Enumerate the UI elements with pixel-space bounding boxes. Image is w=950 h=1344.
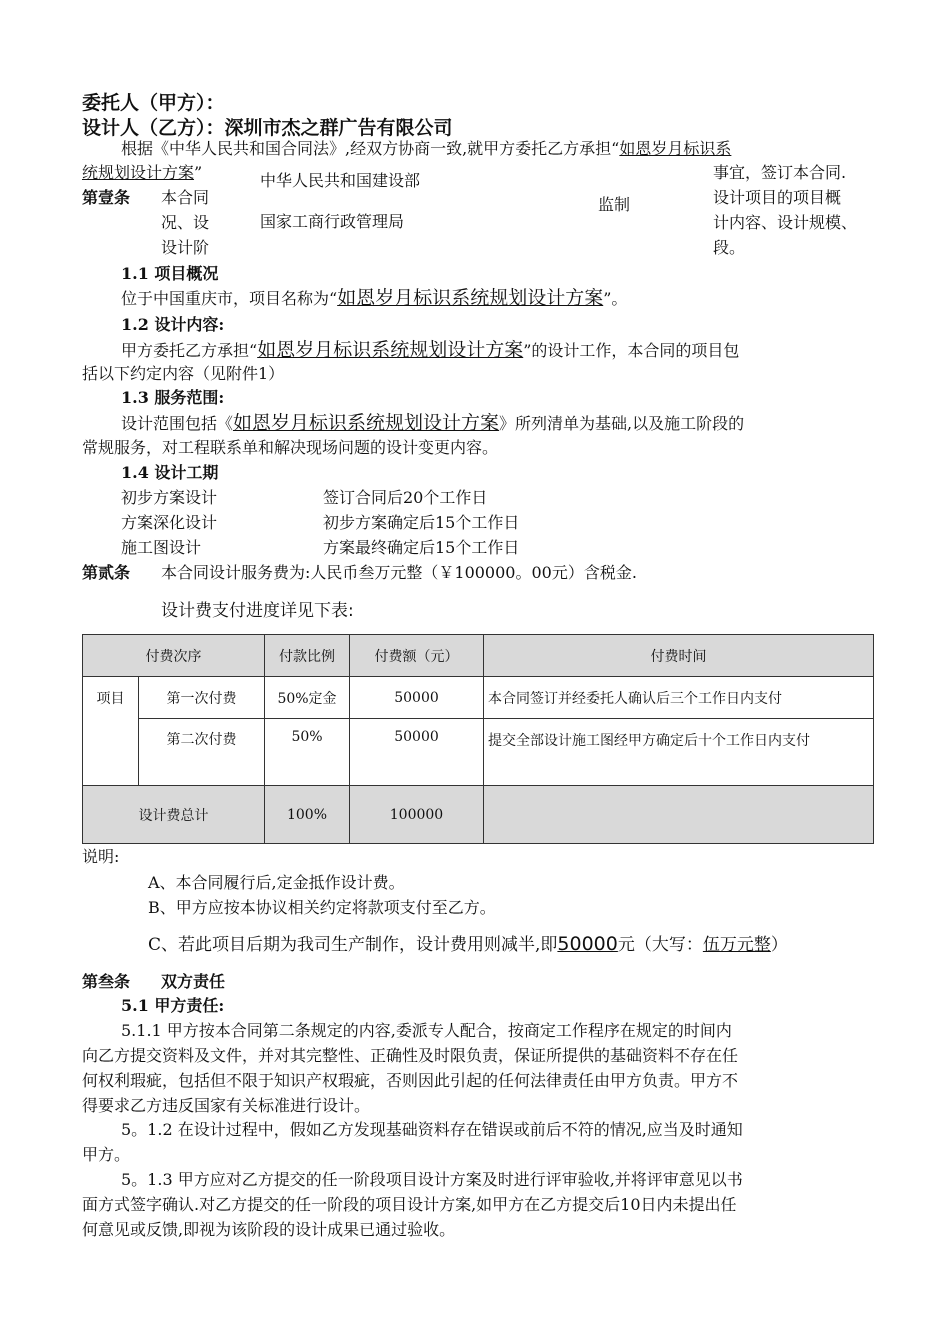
text: 元（大写： (617, 935, 703, 955)
reduced-fee: 50000 (557, 933, 618, 955)
table-total-row (83, 786, 874, 844)
note-a: A、本合同履行后,定金抵作设计费。 (148, 873, 405, 892)
section-1-2-line-1 (121, 338, 739, 363)
intro-right-2: 设计项目的项目概 (713, 188, 842, 207)
table-row (83, 677, 874, 719)
intro-right-1: 事宜，签订本合同. (713, 163, 847, 182)
table-caption: 设计费支付进度详见下表: (161, 601, 354, 621)
intro-line-1 (121, 137, 731, 161)
row-time: 本合同签订并经委托人确认后三个工作日内支付 (484, 677, 874, 719)
header-amount: 付费额（元） (350, 635, 484, 677)
p511-line-4: 得要求乙方违反国家有关标准进行设计。 (82, 1096, 371, 1115)
text: ”的设计工作，本合同的项目包 (523, 341, 740, 360)
p511-line-1: 5.1.1 甲方按本合同第二条规定的内容,委派专人配合，按商定工作程序在规定的时间内 (121, 1021, 732, 1040)
text: C、若此项目后期为我司生产制作，设计费用则减半,即 (148, 935, 558, 955)
project-name: 如恩岁月标识系统规划设计方案 (233, 412, 500, 434)
schedule-time-2: 初步方案确定后15个工作日 (323, 513, 520, 532)
article-3-label: 第叁条 (82, 972, 131, 991)
p512-line-2: 甲方。 (82, 1145, 131, 1164)
row-amount: 50000 (350, 719, 484, 786)
overlay-ministry: 中华人民共和国建设部 (260, 171, 421, 190)
header-time: 付费时间 (484, 635, 874, 677)
article-1-col-2: 况、设 (161, 213, 210, 232)
intro-text: 根据《中华人民共和国合同法》,经双方协商一致,就甲方委托乙方承担“ (121, 139, 620, 158)
p513-line-3: 何意见或反馈,即视为该阶段的设计成果已通过验收。 (82, 1220, 456, 1239)
project-label: 项目 (83, 677, 139, 719)
header-order: 付费次序 (83, 635, 265, 677)
table-row (83, 719, 874, 786)
note-b: B、甲方应按本协议相关约定将款项支付至乙方。 (148, 898, 496, 917)
project-name-cont: 统规划设计方案 (82, 163, 195, 182)
p511-line-2: 向乙方提交资料及文件，并对其完整性、正确性及时限负责，保证所提供的基础资料不存在任 (82, 1046, 739, 1065)
text: 设计范围包括《 (121, 414, 234, 433)
reduced-fee-words: 伍万元整 (702, 935, 771, 955)
schedule-stage-1: 初步方案设计 (121, 488, 218, 507)
total-label: 设计费总计 (83, 786, 265, 844)
payment-table (82, 634, 874, 844)
schedule-stage-2: 方案深化设计 (121, 513, 218, 532)
schedule-stage-3: 施工图设计 (121, 538, 202, 557)
section-1-4-title: 1.4 设计工期 (121, 463, 219, 482)
article-2-text: 本合同设计服务费为:人民币叁万元整（￥100000。00元）含税金. (161, 563, 637, 582)
total-ratio: 100% (265, 786, 350, 844)
section-1-2-line-2: 括以下约定内容（见附件1） (82, 364, 285, 383)
total-amount: 100000 (350, 786, 484, 844)
note-c (148, 932, 788, 957)
section-1-3-line-2: 常规服务，对工程联系单和解决现场问题的设计变更内容。 (82, 438, 499, 457)
article-1-label: 第壹条 (82, 188, 131, 207)
text: ”。 (603, 289, 628, 308)
row-amount: 50000 (350, 677, 484, 719)
designer-name: 深圳市杰之群广告有限公司 (224, 117, 453, 139)
project-label-empty (83, 719, 139, 786)
article-1-col-3: 设计阶 (161, 238, 210, 257)
table-header-row (83, 635, 874, 677)
project-name: 如恩岁月标识系统规划设计方案 (257, 339, 524, 361)
section-1-1-title: 1.1 项目概况 (121, 264, 219, 283)
header-ratio: 付款比例 (265, 635, 350, 677)
project-name: 如恩岁月标识系 (619, 139, 732, 158)
row-ratio: 50%定金 (265, 677, 350, 719)
project-name: 如恩岁月标识系统规划设计方案 (337, 287, 604, 309)
text: ） (770, 935, 788, 955)
overlay-supervised: 监制 (598, 195, 631, 214)
notes-title: 说明: (82, 847, 120, 866)
overlay-bureau: 国家工商行政管理局 (260, 212, 405, 231)
p513-line-1: 5。1.3 甲方应对乙方提交的任一阶段项目设计方案及时进行评审验收,并将评审意见以书 (121, 1170, 743, 1189)
article-3-title: 双方责任 (161, 972, 226, 991)
article-2-label: 第贰条 (82, 563, 131, 582)
p512-line-1: 5。1.2 在设计过程中，假如乙方发现基础资料存在错误或前后不符的情况,应当及时通知 (121, 1120, 743, 1139)
row-ratio: 50% (265, 719, 350, 786)
row-time: 提交全部设计施工图经甲方确定后十个工作日内支付 (484, 719, 874, 786)
article-1-col-1: 本合同 (161, 188, 210, 207)
schedule-time-3: 方案最终确定后15个工作日 (323, 538, 520, 557)
row-order: 第一次付费 (139, 677, 265, 719)
section-5-1-title: 5.1 甲方责任: (121, 996, 225, 1015)
designer-line (82, 113, 453, 140)
section-1-3-title: 1.3 服务范围: (121, 388, 225, 407)
section-1-2-title: 1.2 设计内容: (121, 315, 225, 334)
text: 甲方委托乙方承担“ (121, 341, 258, 360)
section-1-1-text (121, 286, 627, 311)
quote-mark: ” (194, 163, 203, 182)
schedule-time-1: 签订合同后20个工作日 (323, 488, 488, 507)
client-label: 委托人（甲方）： (82, 92, 225, 114)
intro-right-3: 计内容、设计规模、 (713, 213, 858, 232)
text: 位于中国重庆市，项目名称为“ (121, 289, 338, 308)
section-1-3-line-1 (121, 411, 744, 436)
intro-line-2 (82, 161, 202, 185)
row-order: 第二次付费 (139, 719, 265, 786)
intro-right-4: 段。 (713, 238, 746, 257)
total-time (484, 786, 874, 844)
p513-line-2: 面方式签字确认.对乙方提交的任一阶段的项目设计方案,如甲方在乙方提交后10日内未提出任 (82, 1195, 737, 1214)
p511-line-3: 何权利瑕疵，包括但不限于知识产权瑕疵，否则因此引起的任何法律责任由甲方负责。甲方不 (82, 1071, 739, 1090)
text: 》所列清单为基础,以及施工阶段的 (499, 414, 745, 433)
designer-label: 设计人（乙方）： (82, 117, 225, 139)
